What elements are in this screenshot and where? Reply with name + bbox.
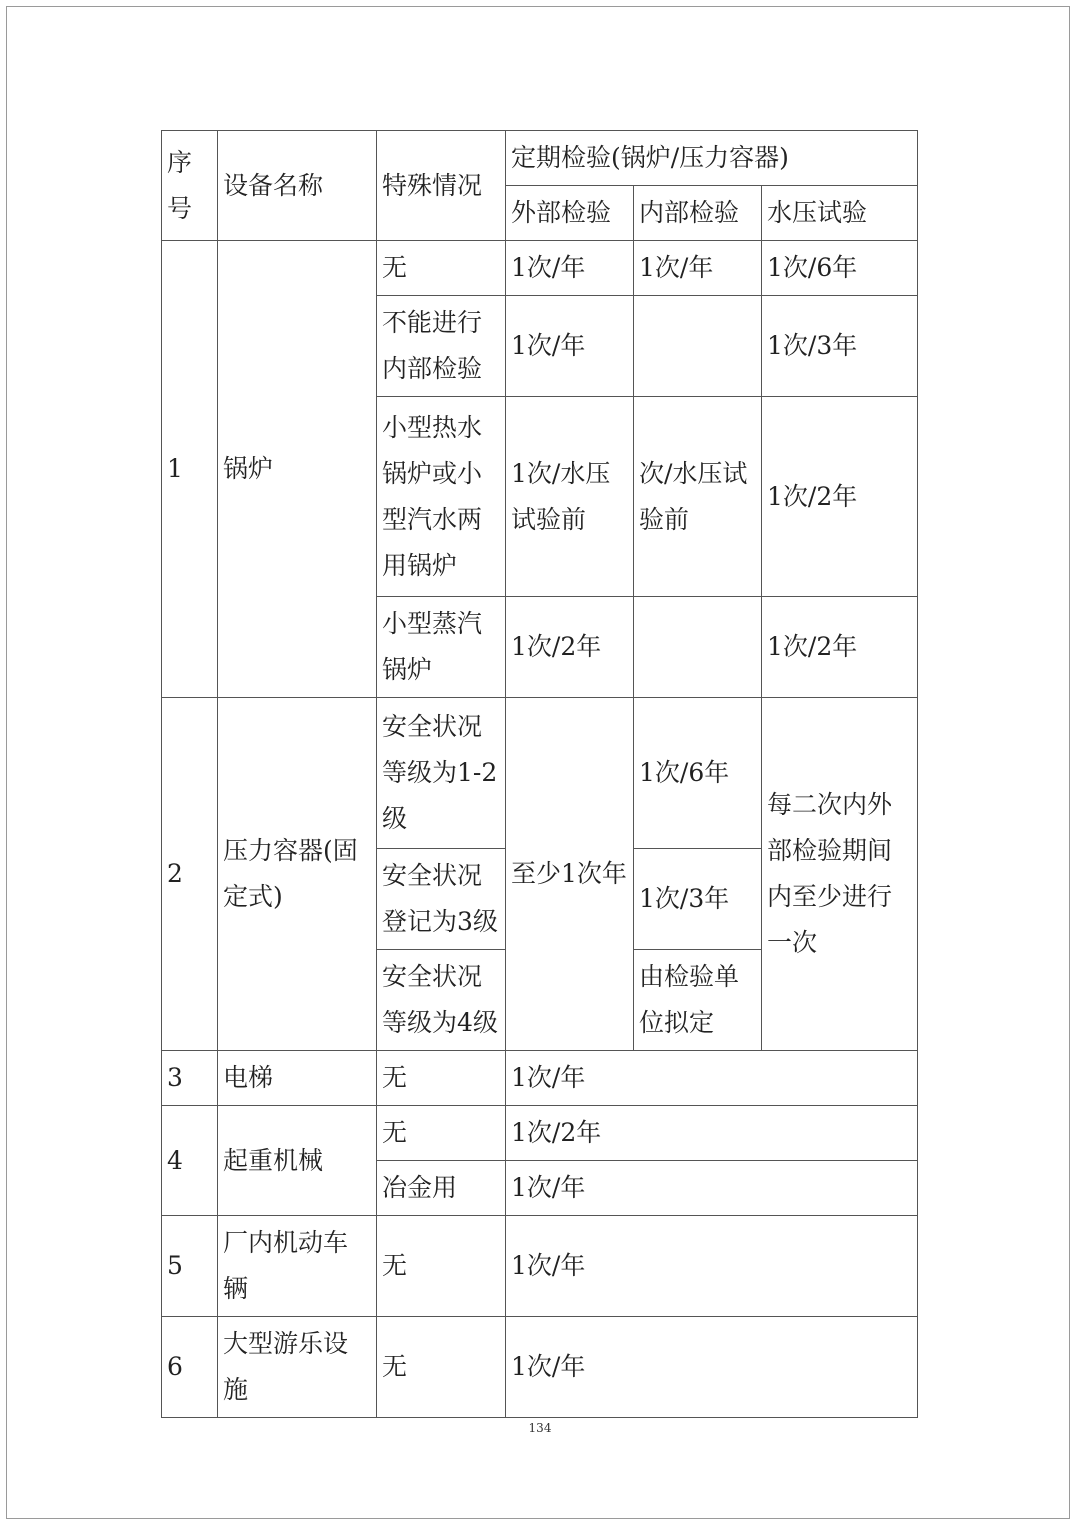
hydrostatic-test-value: 1次/3年 (762, 296, 918, 397)
header-equipment-name: 设备名称 (218, 131, 377, 241)
special-case: 安全状况等级为1-2级 (377, 698, 506, 849)
equipment-name: 压力容器(固定式) (218, 698, 377, 1051)
header-periodic-inspection: 定期检验(锅炉/压力容器) (506, 131, 918, 186)
special-case: 小型热水锅炉或小型汽水两用锅炉 (377, 397, 506, 597)
internal-inspection-value: 由检验单位拟定 (634, 950, 762, 1051)
external-inspection-value: 至少1次年 (506, 698, 634, 1051)
equipment-name: 锅炉 (218, 241, 377, 698)
equipment-name: 厂内机动车辆 (218, 1216, 377, 1317)
equipment-name: 电梯 (218, 1051, 377, 1106)
hydrostatic-test-value: 1次/2年 (762, 597, 918, 698)
row-seq: 6 (162, 1317, 218, 1418)
inspection-value: 1次/年 (506, 1051, 918, 1106)
hydrostatic-test-value: 每二次内外部检验期间内至少进行一次 (762, 698, 918, 1051)
special-case: 安全状况等级为4级 (377, 950, 506, 1051)
row-seq: 3 (162, 1051, 218, 1106)
equipment-name: 大型游乐设施 (218, 1317, 377, 1418)
special-case: 无 (377, 1216, 506, 1317)
header-seq: 序号 (162, 131, 218, 241)
special-case: 无 (377, 1106, 506, 1161)
inspection-value: 1次/2年 (506, 1106, 918, 1161)
equipment-name: 起重机械 (218, 1106, 377, 1216)
internal-inspection-value (634, 296, 762, 397)
special-case: 安全状况登记为3级 (377, 849, 506, 950)
inspection-value: 1次/年 (506, 1317, 918, 1418)
header-hydrostatic-test: 水压试验 (762, 186, 918, 241)
header-internal-inspection: 内部检验 (634, 186, 762, 241)
special-case: 无 (377, 241, 506, 296)
special-case: 不能进行内部检验 (377, 296, 506, 397)
page-number: 134 (528, 1421, 552, 1435)
hydrostatic-test-value: 1次/2年 (762, 397, 918, 597)
special-case: 无 (377, 1051, 506, 1106)
internal-inspection-value (634, 597, 762, 698)
inspection-value: 1次/年 (506, 1216, 918, 1317)
row-seq: 5 (162, 1216, 218, 1317)
inspection-schedule-table (161, 130, 918, 1418)
header-external-inspection: 外部检验 (506, 186, 634, 241)
header-special-case: 特殊情况 (377, 131, 506, 241)
internal-inspection-value: 1次/6年 (634, 698, 762, 849)
row-seq: 2 (162, 698, 218, 1051)
internal-inspection-value: 1次/3年 (634, 849, 762, 950)
internal-inspection-value: 1次/年 (634, 241, 762, 296)
inspection-value: 1次/年 (506, 1161, 918, 1216)
external-inspection-value: 1次/年 (506, 296, 634, 397)
external-inspection-value: 1次/年 (506, 241, 634, 296)
special-case: 无 (377, 1317, 506, 1418)
row-seq: 1 (162, 241, 218, 698)
row-seq: 4 (162, 1106, 218, 1216)
external-inspection-value: 1次/水压试验前 (506, 397, 634, 597)
special-case: 冶金用 (377, 1161, 506, 1216)
special-case: 小型蒸汽锅炉 (377, 597, 506, 698)
external-inspection-value: 1次/2年 (506, 597, 634, 698)
hydrostatic-test-value: 1次/6年 (762, 241, 918, 296)
internal-inspection-value: 次/水压试验前 (634, 397, 762, 597)
